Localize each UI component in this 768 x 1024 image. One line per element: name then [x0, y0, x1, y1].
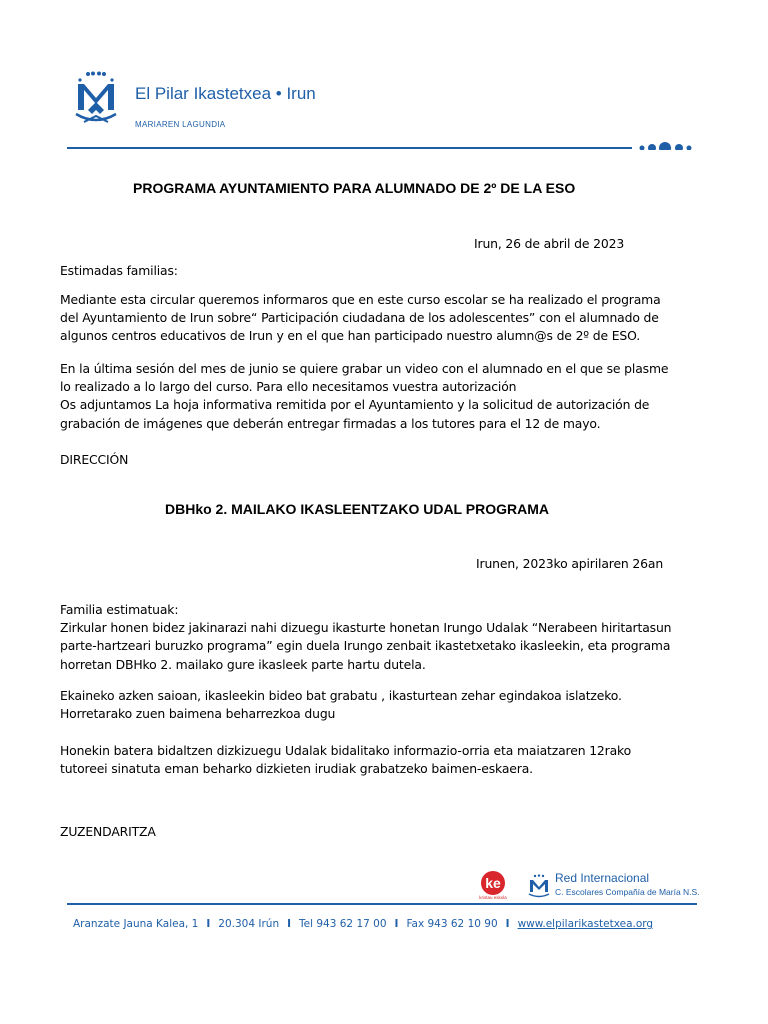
text-line: Zirkular honen bidez jakinarazi nahi dizuegu ikasturte honetan Irungo Udalak “Nerabeen hiritartasun — [60, 620, 672, 636]
basque-paragraph-1 — [60, 601, 671, 674]
text-line: horretan DBHko 2. mailako gure ikasleek parte hartu dutela. — [60, 656, 426, 672]
footer-website-link[interactable]: www.elpilarikastetxea.org — [517, 918, 654, 930]
spanish-title: PROGRAMA AYUNTAMIENTO PARA ALUMNADO DE 2º DE LA ESO — [133, 180, 576, 196]
footer-separator: I — [287, 918, 292, 930]
network-name: Red Internacional — [555, 871, 650, 885]
text-line: tutoreei sinatuta eman beharko dizkieten irudiak grabatzeko baimen-eskaera. — [60, 761, 533, 777]
network-subtitle: C. Escolares Compañía de María N.S. — [555, 887, 700, 897]
header-divider — [67, 130, 692, 150]
basque-paragraph-2 — [60, 687, 622, 723]
footer-tel: Tel 943 62 17 00 — [299, 918, 387, 930]
footer-address: Aranzate Jauna Kalea, 1 — [73, 918, 199, 930]
text-line: grabación de imágenes que deberán entregar firmadas a los tutores para el 12 de mayo. — [60, 415, 601, 431]
footer-divider — [67, 903, 697, 905]
ke-logo-caption: kristau eskola — [479, 895, 507, 900]
footer-separator: I — [394, 918, 399, 930]
text-line: Mediante esta circular queremos informaros que en este curso escolar se ha realizado el programa — [60, 292, 661, 307]
kristau-eskola-logo — [476, 870, 510, 900]
basque-greeting: Familia estimatuak: — [60, 602, 179, 617]
spanish-signature: DIRECCIÓN — [60, 452, 129, 467]
text-line: Horretarako zuen baimena beharrezkoa dugu — [60, 706, 336, 722]
footer-fax: Fax 943 62 10 90 — [406, 918, 498, 930]
school-name: El Pilar Ikastetxea • Irun — [135, 84, 316, 103]
spanish-greeting: Estimadas familias: — [60, 263, 178, 278]
basque-paragraph-3 — [60, 742, 631, 778]
school-logo — [74, 70, 118, 128]
school-subtitle: MARIAREN LAGUNDIA — [135, 120, 226, 129]
text-line: En la última sesión del mes de junio se quiere grabar un video con el alumnado en el que se plasme — [60, 361, 669, 376]
text-line: Honekin batera bidaltzen dizkizuegu Udalak bidalitako informazio-orria eta maiatzaren 12rako — [60, 743, 632, 758]
footer-postal: 20.304 Irún — [218, 918, 280, 930]
text-line: Ekaineko azken saioan, ikasleekin bideo bat grabatu , ikasturtean zehar egindakoa islatzeko. — [60, 688, 622, 703]
footer-contact — [73, 918, 653, 930]
footer-separator: I — [505, 918, 510, 930]
basque-signature: ZUZENDARITZA — [60, 824, 156, 839]
text-line: algunos centros educativos de Irun y en el que han participado nuestro alumn@s de 2º de ESO. — [60, 328, 641, 344]
basque-date: Irunen, 2023ko apirilaren 26an — [476, 556, 664, 571]
text-line: lo realizado a lo largo del curso. Para ello necesitamos vuestra autorización — [60, 379, 517, 395]
text-line: Os adjuntamos La hoja informativa remitida por el Ayuntamiento y la solicitud de autorización de — [60, 397, 650, 413]
text-line: parte-hartzeari buruzko programa” egin duela Irungo zenbait ikastetxetako ikasleekin, eta programa — [60, 638, 671, 654]
red-internacional-logo — [527, 874, 551, 898]
footer-separator: I — [206, 918, 211, 930]
text-line: del Ayuntamiento de Irun sobre“ Participación ciudadana de los adolescentes” con el alumnado de — [60, 310, 659, 326]
spanish-paragraph-1 — [60, 291, 661, 346]
spanish-paragraph-2 — [60, 360, 668, 433]
spanish-date: Irun, 26 de abril de 2023 — [474, 236, 625, 251]
ke-logo-text: ke — [485, 875, 501, 891]
basque-title: DBHko 2. MAILAKO IKASLEENTZAKO UDAL PROGRAMA — [165, 501, 549, 517]
